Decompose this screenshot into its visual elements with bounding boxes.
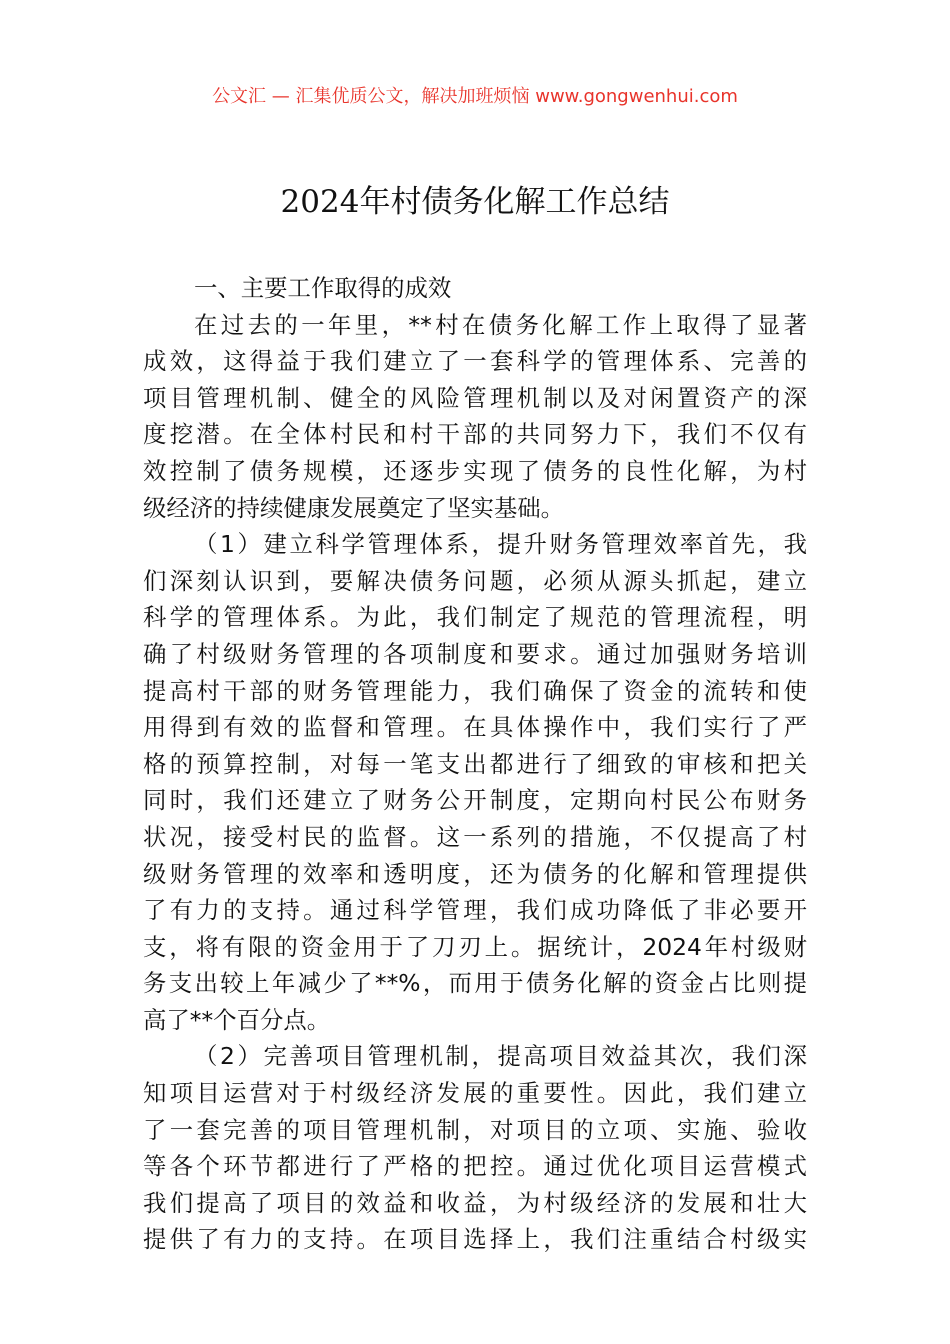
body-line: 确了村级财务管理的各项制度和要求。通过加强财务培训 [143,639,807,668]
body-line: 度挖潜。在全体村民和村干部的共同努力下，我们不仅有 [143,420,807,449]
body-line: 科学的管理体系。为此，我们制定了规范的管理流程，明 [143,603,807,632]
body-line: 用得到有效的监督和管理。在具体操作中，我们实行了严 [143,713,807,742]
body-line: 们深刻认识到，要解决债务问题，必须从源头抓起，建立 [143,566,807,595]
body-line: 支，将有限的资金用于了刀刃上。据统计，2024年村级财 [143,932,807,961]
body-line: （1）建立科学管理体系，提升财务管理效率首先，我 [194,530,807,559]
body-line: 提高村干部的财务管理能力，我们确保了资金的流转和使 [143,676,807,705]
body-line: 同时，我们还建立了财务公开制度，定期向村民公布财务 [143,786,807,815]
body-line: 成效，这得益于我们建立了一套科学的管理体系、完善的 [143,347,807,376]
body-line: 级经济的持续健康发展奠定了坚实基础。 [143,493,565,522]
body-line: 在过去的一年里，**村在债务化解工作上取得了显著 [194,310,807,339]
body-line: 知项目运营对于村级经济发展的重要性。因此，我们建立 [143,1079,807,1108]
body-line: 了有力的支持。通过科学管理，我们成功降低了非必要开 [143,896,807,925]
body-line: 高了**个百分点。 [143,1005,331,1034]
body-line: 我们提高了项目的效益和收益，为村级经济的发展和壮大 [143,1188,807,1217]
body-line: 效控制了债务规模，还逐步实现了债务的良性化解，为村 [143,456,807,485]
body-line: 状况，接受村民的监督。这一系列的措施，不仅提高了村 [143,822,807,851]
body-line: 一、主要工作取得的成效 [194,274,452,302]
body-line: 务支出较上年减少了**%，而用于债务化解的资金占比则提 [143,969,807,998]
site-banner: 公文汇 — 汇集优质公文，解决加班烦恼 www.gongwenhui.com [212,86,738,107]
document-body [143,270,807,1258]
body-line: （2）完善项目管理机制，提高项目效益其次，我们深 [194,1042,807,1071]
body-line: 格的预算控制，对每一笔支出都进行了细致的审核和把关 [143,749,807,778]
body-line: 提供了有力的支持。在项目选择上，我们注重结合村级实 [143,1225,807,1254]
body-line: 了一套完善的项目管理机制，对项目的立项、实施、验收 [143,1115,807,1144]
document-title: 2024年村债务化解工作总结 [280,184,670,220]
body-line: 级财务管理的效率和透明度，还为债务的化解和管理提供 [143,859,807,888]
body-line: 等各个环节都进行了严格的把控。通过优化项目运营模式 [143,1152,807,1181]
body-line: 项目管理机制、健全的风险管理机制以及对闲置资产的深 [143,383,807,412]
